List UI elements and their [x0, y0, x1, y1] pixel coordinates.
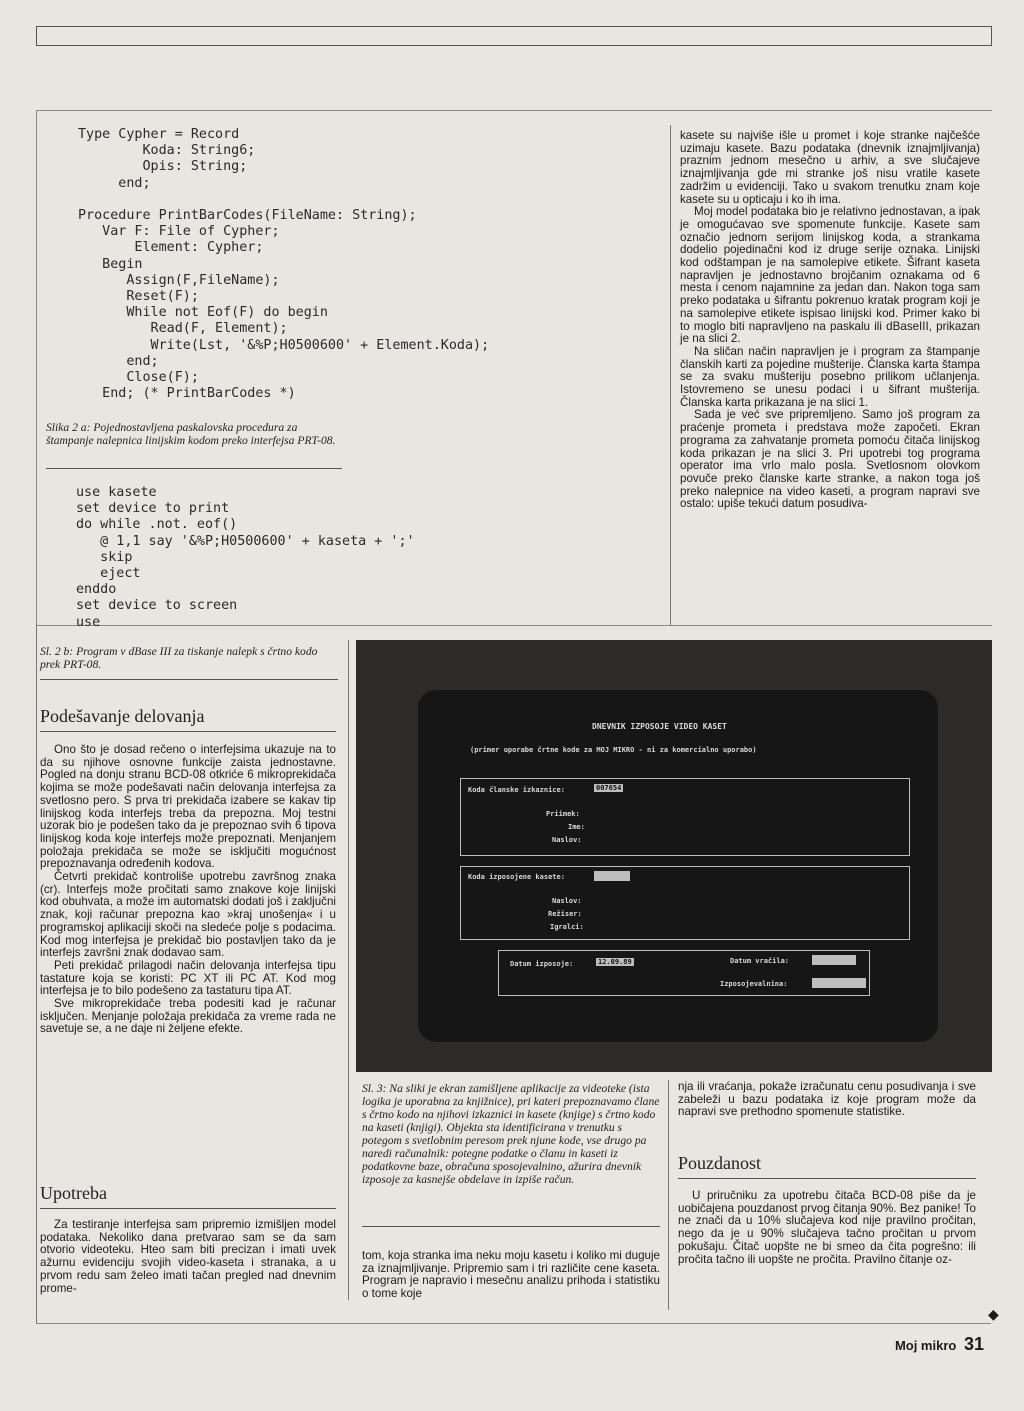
- tape-code-label: Koda izposojene kasete:: [468, 873, 565, 881]
- member-code-label: Koda članske izkaznice:: [468, 786, 565, 794]
- heading-pouzdanost-rule: [678, 1178, 976, 1179]
- paragraph: Sve mikroprekidače treba podesiti kad je računar isključen. Menjanje položaja prekidača za vreme rada ne savetuje se, a ne daje ni željene efekte.: [40, 997, 336, 1036]
- actors-label: Igralci:: [550, 923, 584, 931]
- rental-label: Izposojevalnina:: [720, 980, 788, 988]
- paragraph: U priručniku za upotrebu čitača BCD-08 piše da je uobičajena pouzdanost prvog čitanja 90%. Bez panike! To ne znači da u 10% slučajeva kod nije pravilno pročitan, nego da je u 90% slučajeva tačno pročitan u prvom pokušaju. Čitač uopšte ne bi smeo da čita pogrešno: ili pročita tačno ili uopšte ne pročita. Pravilno čitanje oz-: [678, 1189, 976, 1266]
- loan-date-label: Datum izposoje:: [510, 960, 574, 968]
- paragraph: Peti prekidač prilagodi način delovanja interfejsa tipu tastature koja se koristi: PC XT ili PC AT. Kod mog interfejsa je to bilo podešeno za tastaturu tipa AT.: [40, 958, 336, 998]
- paragraph: tom, koja stranka ima neku moju kasetu i koliko mi duguje za iznajmljivanje. Pripremio sam i tri različite cene kaseta. Program je napravio i mesečnu analizu prihoda i statistiku o tome koje: [362, 1249, 660, 1301]
- name-label: Ime:: [568, 823, 585, 831]
- paragraph: Ono što je dosad rečeno o interfejsima ukazuje na to da su njihove osnovne funkcije zaista jednostavne. Pogled na donju stranu BCD-08 otkriće 6 mikroprekidača kojima se može podešavati način delovanja interfejsa za svetlosno pero. S prva tri prekidača izabere se kakav tip linijskog koda interfejs treba da prepozna. Moj testni uzorak bio je podešen tako da je prepoznao svih 6 tipova linijskog koda koje interfejs može prepoznati. Menjanjem položaja prekidača se može se isključiti mogućnost prepoznavanja određenih kodova.: [40, 743, 336, 871]
- loan-date-field[interactable]: 12.09.89: [598, 958, 632, 966]
- text-podesavanje: [40, 744, 336, 1036]
- caption-figure-3: Sl. 3: Na sliki je ekran zamišljene aplikacije za videoteke (ista logika je uporabna za knjižnice), pri kateri prepoznavamo člane s črtno kodo na njihovi izkaznici in kasete (knjige) s črtno kodo na kaseti (knjigi). Objekta sta identificirana v trenutku s potegom s svetlobnim peresom prek njune kode, vse drugo pa naredi računalnik: potegne podatke o članu in kaseti iz podatkovne baze, obračuna sposojevalnino, ažurira dnevnik izposoje za kasnejše obdelave in izpiše račun.: [362, 1082, 660, 1186]
- text-mid-bottom: [362, 1250, 660, 1301]
- heading-podesavanje-rule: [40, 731, 336, 732]
- caption-2a-rule: [46, 468, 342, 469]
- title-label: Naslov:: [552, 897, 582, 905]
- rental-field[interactable]: [812, 978, 866, 988]
- text-right-mid: [678, 1081, 976, 1119]
- paragraph: Za testiranje interfejsa sam pripremio izmišljen model podataka. Nekoliko dana pretvarao sam se da sam otvorio videoteku. Hteo sam biti precizan i imati uvek ažurnu evidenciju svojih video-kaseta i stranaka, a u prvom redu sam želeo imati tačan pregled nad dnevnim prome-: [40, 1218, 336, 1295]
- text-pouzdanost: [678, 1190, 976, 1266]
- bottom-border: [36, 1323, 991, 1324]
- caption-3-rule: [362, 1226, 660, 1227]
- paragraph: Četvrti prekidač kontroliše upotrebu završnog znaka (cr). Interfejs može pročitati samo znakove koje linijski kod obuhvata, a može im automatski dodati još i zaključni znak, koji računar prepozna kao »kraj unošenja« i u programskoj aplikaciji skoči na sledeće polje s podacima. Kod mog interfejsa je prekidač bio postavljen tako da je interfejs završni znak dodavao sam.: [40, 870, 336, 960]
- heading-upotreba: Upotreba: [40, 1183, 107, 1203]
- continue-marker-icon: ◆: [988, 1306, 999, 1322]
- paragraph: kasete su najviše išle u promet i koje stranke najčešće uzimaju kasete. Bazu podataka (dnevnik iznajmljivanja) praznim jednom mesečno u arhiv, a sve slučajeve iznajmljivanja gde mi stranke još nisu vratile kasete zadržim u evidenciji. Tako u svakom trenutku znam koje kasete su u opticaju i ko ih ima.: [680, 129, 980, 206]
- dbase-code: use kasete set device to print do while .not. eof() @ 1,1 say '&%P;H0500600' + kaseta + ';' skip eject enddo set device to screen use: [76, 485, 415, 630]
- caption-figure-2a: Slika 2 a: Pojednostavljena paskalovska procedura za štampanje nalepnica linijskim kodom preko interfejsa PRT-08.: [46, 421, 336, 447]
- paragraph: Sada je već sve pripremljeno. Samo još program za praćenje prometa i predstava može započeti. Ekran programa za zahvatanje prometa pomoću čitača linijskog koda prikazan je na slici 3. Pri upotrebi tog programa operator ima vrlo malo posla. Svetlosnom olovkom povuče preko članske karte stranke, a nakon toga još preko nalepnice na video kaseti, a program napravi sve ostalo: upiše tekući datum posudiva-: [680, 408, 980, 511]
- director-label: Režiser:: [548, 910, 582, 918]
- return-date-field[interactable]: [812, 955, 856, 965]
- text-right-top: [680, 130, 980, 511]
- return-date-label: Datum vračila:: [730, 957, 790, 965]
- screen-title: DNEVNIK IZPOSOJE VIDEO KASET: [592, 722, 727, 731]
- surname-label: Priimek:: [546, 810, 580, 818]
- screen-subtitle: (primer uporabe črtne kode za MOJ MIKRO - ni za komercialno uporabo): [470, 746, 757, 754]
- paragraph: nja ili vraćanja, pokaže izračunatu cenu posudivanja i sve zabeleži u bazu podataka iz koje program može da napravi sve prethodno spomenute statistike.: [678, 1080, 976, 1119]
- address-label: Naslov:: [552, 836, 582, 844]
- heading-pouzdanost: Pouzdanost: [678, 1153, 761, 1173]
- heading-podesavanje: Podešavanje delovanja: [40, 706, 205, 726]
- paragraph: Na sličan način napravljen je i program za štampanje članskih karti za pojedine mušterije. Članska karta štampa se za svaku mušteriju posebno prilikom učlanjenja. Istovremeno se unesu podaci i u šifrant mušterija. Članska karta prikazana je na slici 1.: [680, 344, 980, 409]
- caption-figure-2b: Sl. 2 b: Program v dBase III za tiskanje nalepk s črtno kodo prek PRT-08.: [40, 645, 318, 671]
- column-divider-left: [348, 640, 349, 1300]
- member-code-field[interactable]: 007654: [596, 784, 622, 792]
- column-divider-right: [668, 1080, 669, 1310]
- pascal-code: Type Cypher = Record Koda: String6; Opis: String; end; Procedure PrintBarCodes(FileName: String); Var F: File of Cypher; Element: Cypher; Begin Assign(F,FileName); Reset(F); While not Eof(F) do begin Read(F, Element); Write(Lst, '&%P;H0500600' + Element.Koda); end; Close(F); End; (* PrintBarCodes *): [78, 127, 490, 402]
- magazine-name: Moj mikro: [894, 1338, 957, 1353]
- text-upotreba: [40, 1219, 336, 1295]
- column-divider-top: [670, 125, 671, 625]
- page-footer: [895, 1334, 984, 1355]
- top-frame-bar: [36, 26, 992, 46]
- left-border: [36, 624, 37, 1324]
- tape-code-field[interactable]: [594, 871, 630, 881]
- heading-upotreba-rule: [40, 1208, 336, 1209]
- caption-2b-rule: [40, 679, 338, 680]
- page-number: 31: [963, 1334, 984, 1354]
- paragraph: Moj model podataka bio je relativno jednostavan, a ipak je omogućavao sve spomenute funkcije. Kasete sam označio jednom serijom linijskog koda, a strankama dodelio pojedinačni kod iz druge serije oznaka. Linijski kod odštampan je na samolepive etikete. Šifrant kaseta napravljen je jednostavno brojčanim oznakama od 6 mesta i cenom najamnine za jedan dan. Nakon toga sam preko podataka u šifrantu pokrenuo kratak program koji je na samolepive etikete ispisao linijski kod. Primer kako bi to moglo biti napravljeno na paskalu ili dBaseIII, prikazan je na slici 2.: [680, 205, 980, 346]
